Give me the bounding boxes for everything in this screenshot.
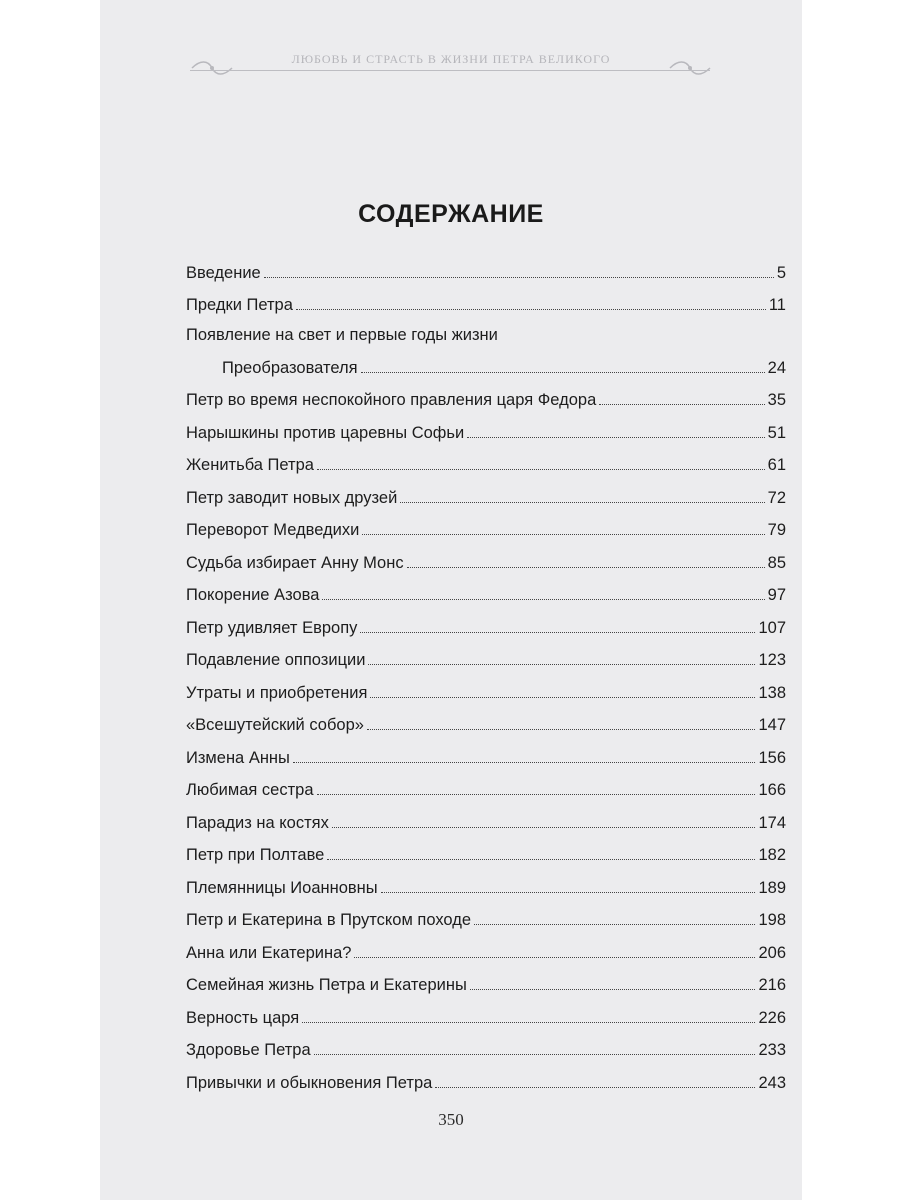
dot-leader xyxy=(370,696,755,698)
dot-leader xyxy=(302,1021,755,1023)
toc-entry-title: Предки Петра xyxy=(186,296,293,314)
toc-entry xyxy=(186,901,786,934)
dot-leader xyxy=(381,891,756,893)
toc-entry-title: Петр во время неспокойного правления царя Федора xyxy=(186,391,597,409)
dot-leader xyxy=(322,598,764,600)
dot-leader xyxy=(407,566,765,568)
page-number: 350 xyxy=(438,1110,464,1129)
toc-entry-page: 182 xyxy=(758,846,786,864)
toc-entry-page: 233 xyxy=(758,1041,786,1059)
toc-entry xyxy=(186,998,786,1031)
toc-entry xyxy=(186,771,786,804)
toc-entry xyxy=(186,673,786,706)
dot-leader xyxy=(362,533,764,535)
toc-entry xyxy=(186,803,786,836)
toc-entry-title: Измена Анны xyxy=(186,748,290,767)
toc-entry-page: 97 xyxy=(767,586,786,604)
toc-entry-page: 166 xyxy=(758,781,786,799)
toc-entry-page: 51 xyxy=(767,423,786,442)
toc-entry xyxy=(186,511,786,544)
toc-entry xyxy=(186,576,786,609)
toc-entry-title: Парадиз на костях xyxy=(186,813,329,832)
toc-entry-page: 216 xyxy=(758,976,786,994)
toc-entry-page: 107 xyxy=(758,618,786,637)
dot-leader xyxy=(599,403,764,405)
dot-leader xyxy=(470,988,756,990)
toc-entry-page: 189 xyxy=(758,878,786,897)
toc-entry-title: Петр удивляет Европу xyxy=(186,618,358,637)
toc-entry-page: 79 xyxy=(767,521,786,539)
toc-entry-title: Петр при Полтаве xyxy=(186,846,325,864)
toc-entry-title: Утраты и приобретения xyxy=(186,683,368,702)
toc-entry xyxy=(186,381,786,414)
toc-entry-title: Семейная жизнь Петра и Екатерины xyxy=(186,976,467,994)
dot-leader xyxy=(332,826,756,828)
toc-entry-page: 174 xyxy=(758,813,786,832)
toc-entry-page: 156 xyxy=(758,748,786,767)
toc-entry-page: 5 xyxy=(776,263,786,282)
toc-entry-page: 147 xyxy=(758,716,786,734)
toc-entry-title: Появление на свет и первые годы жизни xyxy=(186,326,498,344)
toc-entry xyxy=(186,478,786,511)
toc-entry-title: Петр и Екатерина в Прутском походе xyxy=(186,911,472,929)
toc-entry xyxy=(186,253,786,286)
dot-leader xyxy=(293,761,756,763)
toc-entry xyxy=(186,836,786,869)
toc-entry xyxy=(186,446,786,479)
dot-leader xyxy=(327,858,755,860)
toc-entry xyxy=(186,738,786,771)
dot-leader xyxy=(360,631,755,633)
toc-entry-title: Верность царя xyxy=(186,1008,300,1027)
toc-entry xyxy=(186,608,786,641)
running-header: ЛЮБОВЬ И СТРАСТЬ В ЖИЗНИ ПЕТРА ВЕЛИКОГО xyxy=(291,52,611,66)
toc-entry-page: 35 xyxy=(767,391,786,409)
table-of-contents xyxy=(186,253,786,1096)
page-title: СОДЕРЖАНИЕ xyxy=(358,200,544,228)
toc-entry-title: Анна или Екатерина? xyxy=(186,943,352,962)
toc-entry xyxy=(186,543,786,576)
toc-entry-page: 206 xyxy=(758,943,786,962)
toc-entry-title: Здоровье Петра xyxy=(186,1041,311,1059)
header-rule xyxy=(190,70,710,71)
book-page xyxy=(100,0,802,1200)
toc-entry-page: 226 xyxy=(758,1008,786,1027)
toc-entry xyxy=(186,641,786,674)
dot-leader xyxy=(467,436,764,438)
dot-leader xyxy=(435,1086,755,1088)
dot-leader xyxy=(368,663,755,665)
toc-entry-page: 138 xyxy=(758,683,786,702)
toc-entry-page: 24 xyxy=(767,358,786,377)
toc-entry xyxy=(186,413,786,446)
toc-entry-title: Покорение Азова xyxy=(186,586,320,604)
toc-entry xyxy=(186,706,786,739)
dot-leader xyxy=(314,1053,756,1055)
toc-entry-page: 61 xyxy=(767,456,786,474)
toc-entry-title-cont: Преобразователя xyxy=(222,358,358,377)
toc-entry xyxy=(186,966,786,999)
toc-entry xyxy=(186,1063,786,1096)
toc-entry xyxy=(186,286,786,319)
toc-entry-page: 123 xyxy=(758,651,786,669)
dot-leader xyxy=(296,308,766,310)
toc-entry-title: Введение xyxy=(186,263,261,282)
toc-entry-title: Любимая сестра xyxy=(186,781,314,799)
dot-leader xyxy=(317,793,756,795)
dot-leader xyxy=(474,923,755,925)
toc-entry-title: Женитьба Петра xyxy=(186,456,314,474)
toc-entry-title: Нарышкины против царевны Софьи xyxy=(186,423,465,442)
toc-entry-title: Племянницы Иоанновны xyxy=(186,878,378,897)
toc-entry-page: 85 xyxy=(767,553,786,572)
toc-entry-title: Привычки и обыкновения Петра xyxy=(186,1073,433,1092)
toc-entry-page: 243 xyxy=(758,1073,786,1092)
dot-leader xyxy=(317,468,765,470)
toc-entry-title: «Всешутейский собор» xyxy=(186,716,364,734)
toc-entry-title: Петр заводит новых друзей xyxy=(186,488,398,507)
dot-leader xyxy=(354,956,755,958)
toc-entry xyxy=(186,1031,786,1064)
toc-entry-title: Подавление оппозиции xyxy=(186,651,366,669)
toc-entry-page: 11 xyxy=(768,296,786,314)
toc-entry-page: 198 xyxy=(758,911,786,929)
toc-entry-page: 72 xyxy=(767,488,786,507)
toc-entry-title: Судьба избирает Анну Монс xyxy=(186,553,404,572)
toc-entry-continuation xyxy=(186,348,786,381)
dot-leader xyxy=(361,371,765,373)
dot-leader xyxy=(264,276,774,278)
toc-entry xyxy=(186,933,786,966)
toc-entry xyxy=(186,318,786,348)
toc-entry-title: Переворот Медведихи xyxy=(186,521,360,539)
dot-leader xyxy=(400,501,764,503)
dot-leader xyxy=(367,728,756,730)
toc-entry xyxy=(186,868,786,901)
